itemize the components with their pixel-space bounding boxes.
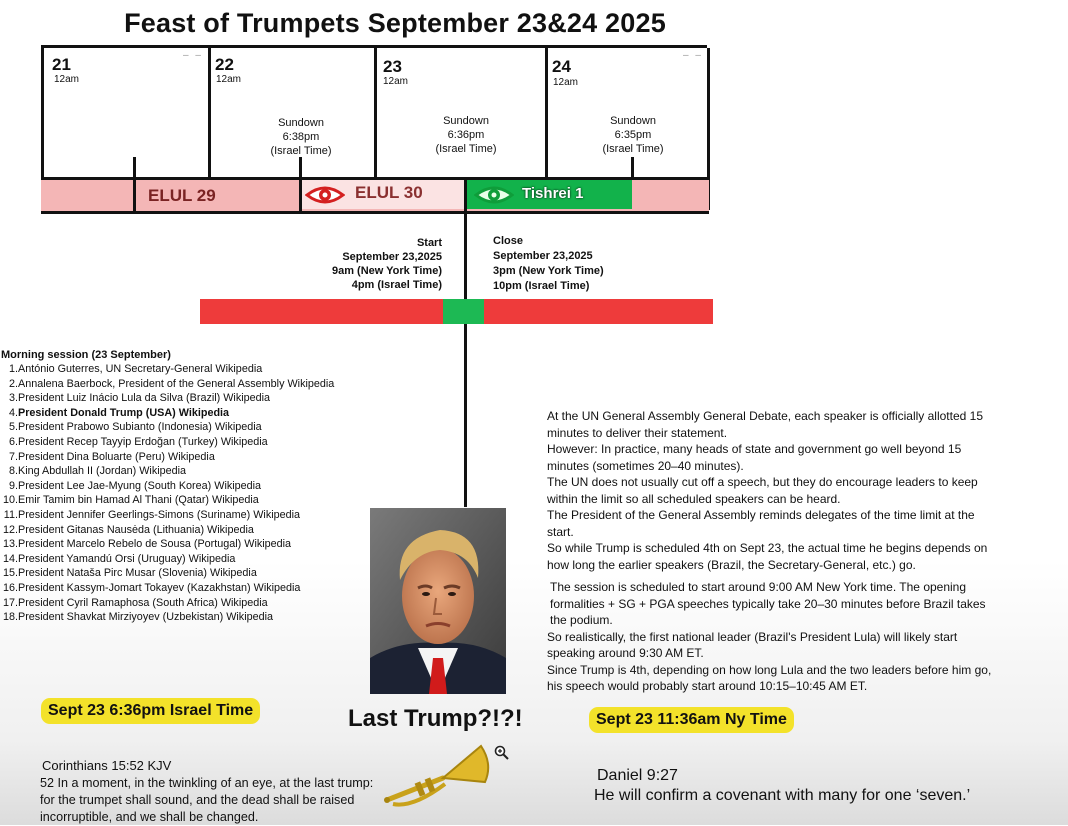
sundown-note: Sundown 6:38pm (Israel Time) <box>270 117 332 157</box>
list-item-text: President Dina Boluarte (Peru) Wikipedia <box>18 450 215 463</box>
elul29-label: ELUL 29 <box>148 186 216 205</box>
list-item <box>0 435 370 450</box>
calendar-divider <box>374 48 377 178</box>
list-item-number: 5. <box>8 421 18 434</box>
list-item <box>0 362 370 377</box>
note-paragraph: At the UN General Assembly General Debate, each speaker is officially allotted 15 minutes to deliver their statement. <box>547 409 984 440</box>
list-item-text: King Abdullah II (Jordan) Wikipedia <box>18 465 187 478</box>
note-paragraph: So while Trump is scheduled 4th on Sept 23, the actual time he begins depends on how long the earlier speakers (Brazil, the Secretary-General, etc.) go. <box>547 541 988 572</box>
list-item <box>0 581 370 596</box>
day-time: 12am <box>54 74 80 85</box>
list-item-number: 12. <box>2 523 18 536</box>
day-time: 12am <box>553 77 579 88</box>
ny-time-badge: Sept 23 11:36am Ny Time <box>589 707 794 733</box>
list-item <box>0 493 370 508</box>
session-start-note: Start September 23,2025 9am (New York Time) 4pm (Israel Time) <box>331 237 442 291</box>
list-item <box>0 479 370 494</box>
list-item-number: 7. <box>8 450 18 463</box>
list-item <box>0 377 370 392</box>
note-paragraph: The President of the General Assembly reminds delegates of the time limit at the start. <box>547 508 975 539</box>
list-item <box>0 420 370 435</box>
list-item <box>0 537 370 552</box>
list-item-text: President Shavkat Mirziyoyev (Uzbekistan) Wikipedia <box>18 611 274 624</box>
list-item <box>0 464 370 479</box>
list-item <box>0 391 370 406</box>
corner-marks: ‒ ‒ <box>683 50 703 61</box>
list-item-number: 2. <box>8 377 18 390</box>
corner-marks: ‒ ‒ <box>183 50 203 61</box>
list-item <box>0 523 370 538</box>
speakers-list <box>0 362 370 625</box>
day-time: 12am <box>383 76 409 87</box>
day-number: 22 <box>215 55 234 74</box>
day-number: 21 <box>52 55 71 74</box>
list-item-number: 15. <box>2 567 18 580</box>
list-item-number: 1. <box>8 363 18 375</box>
list-item-text: President Luiz Inácio Lula da Silva (Brazil) Wikipedia <box>18 392 271 405</box>
tishrei-label: Tishrei 1 <box>522 185 584 202</box>
list-item-number: 16. <box>2 581 18 594</box>
list-item <box>0 566 370 581</box>
list-item-number: 13. <box>2 538 18 551</box>
list-item-text: President Marcelo Rebelo de Sousa (Portugal) Wikipedia <box>18 538 292 551</box>
list-item-number: 18. <box>2 611 18 624</box>
list-item-text: President Recep Tayyip Erdoğan (Turkey) Wikipedia <box>18 435 268 448</box>
day-number: 24 <box>552 57 571 76</box>
elul30-label: ELUL 30 <box>355 183 423 202</box>
list-item-number: 6. <box>8 435 18 448</box>
calendar-divider <box>545 48 548 178</box>
list-item-number: 3. <box>8 392 18 405</box>
list-item-number: 11. <box>3 508 18 521</box>
list-item-text: António Guterres, UN Secretary-General Wikipedia <box>18 363 263 375</box>
page-title: Feast of Trumpets September 23&24 2025 <box>124 8 666 38</box>
list-item-text: President Kassym-Jomart Tokayev (Kazakhstan) Wikipedia <box>18 581 301 594</box>
list-item-text: President Lee Jae-Myung (South Korea) Wikipedia <box>18 479 262 492</box>
list-item-text: President Prabowo Subianto (Indonesia) Wikipedia <box>18 421 262 434</box>
timeline-marker-line <box>464 177 467 507</box>
list-item <box>0 596 370 611</box>
session-close-note: Close September 23,2025 3pm (New York Time) 10pm (Israel Time) <box>493 235 604 292</box>
day-number: 23 <box>383 57 402 76</box>
list-item <box>0 610 370 625</box>
last-trump-caption: Last Trump?!?! <box>348 705 523 732</box>
note-paragraph: So realistically, the first national leader (Brazil's President Lula) will likely start speaking around 9:30 AM ET. <box>547 629 958 660</box>
list-item-text: President Gitanas Nausėda (Lithuania) Wikipedia <box>18 523 254 536</box>
list-item-number: 10. <box>2 494 18 507</box>
list-item-number: 14. <box>2 552 18 565</box>
green-eye-icon <box>474 183 514 207</box>
list-item-number: 4. <box>8 406 18 419</box>
corinthians-reference: Corinthians 15:52 KJV <box>42 758 172 773</box>
list-item-text: Emir Tamim bin Hamad Al Thani (Qatar) Wikipedia <box>18 494 259 507</box>
note-paragraph: Since Trump is 4th, depending on how long Lula and the two leaders before him go, his speech would probably start around 10:15–10:45 AM ET. <box>547 662 992 693</box>
list-item-text: Annalena Baerbock, President of the General Assembly Wikipedia <box>18 377 335 390</box>
list-item-text: President Nataša Pirc Musar (Slovenia) Wikipedia <box>18 567 257 580</box>
corinthians-verse: 52 In a moment, in the twinkling of an eye, at the last trump: for the trumpet shall sound, and the dead shall be raised incorruptible, and we shall be changed. <box>40 776 374 824</box>
notes-text <box>547 408 1002 695</box>
session-title: Morning session (23 September) <box>1 349 171 361</box>
list-item-number: 8. <box>8 465 18 478</box>
trumpet-icon <box>383 742 495 812</box>
list-item-number: 9. <box>8 479 18 492</box>
list-item-text: President Jennifer Geerlings-Simons (Suriname) Wikipedia <box>18 508 301 521</box>
sundown-note: Sundown 6:36pm (Israel Time) <box>435 115 497 155</box>
list-item-number: 17. <box>2 596 18 609</box>
red-eye-icon <box>305 183 345 207</box>
list-item <box>0 552 370 567</box>
list-item-text: President Cyril Ramaphosa (South Africa) Wikipedia <box>18 596 268 609</box>
calendar-divider <box>208 48 211 178</box>
note-paragraph: The session is scheduled to start around 9:00 AM New York time. The opening formalities + SG + PGA speeches typically take 20–30 minutes before Brazil takes the podium. <box>550 580 986 627</box>
list-item <box>0 508 370 523</box>
zoom-icon[interactable] <box>494 745 510 761</box>
day-time: 12am <box>216 74 242 85</box>
israel-time-badge: Sept 23 6:36pm Israel Time <box>41 698 260 724</box>
daniel-reference: Daniel 9:27 <box>597 767 678 784</box>
portrait-photo <box>370 508 506 694</box>
daniel-verse: He will confirm a covenant with many for one ‘seven.’ <box>594 787 971 804</box>
band-divider <box>133 177 136 211</box>
list-item <box>0 450 370 465</box>
sundown-note: Sundown 6:35pm (Israel Time) <box>602 115 664 155</box>
note-paragraph: However: In practice, many heads of state and government go well beyond 15 minutes (sometimes 20–40 minutes). <box>547 442 962 473</box>
note-paragraph: The UN does not usually cut off a speech, but they do encourage leaders to keep within the limit so all scheduled speakers can be heard. <box>547 475 978 506</box>
session-window-highlight <box>443 299 484 324</box>
list-item <box>0 406 370 421</box>
list-item-text: President Yamandú Orsi (Uruguay) Wikipedia <box>18 552 236 565</box>
list-item-text: President Donald Trump (USA) Wikipedia <box>18 406 230 419</box>
